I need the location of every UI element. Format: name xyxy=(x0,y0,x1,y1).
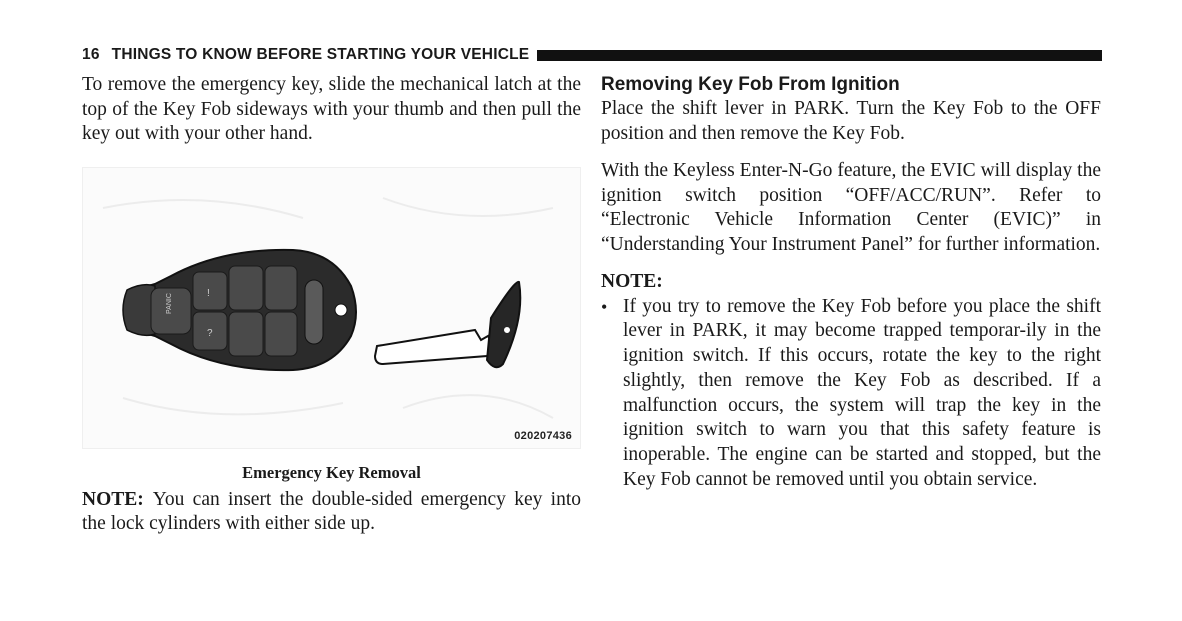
left-note xyxy=(82,488,581,537)
header-rule xyxy=(537,50,1102,61)
button-top-mid xyxy=(229,266,263,310)
button-bottom-right xyxy=(265,312,297,356)
bullet-dot: • xyxy=(601,296,608,317)
section-heading: Removing Key Fob From Ignition xyxy=(601,74,900,95)
key-head-hole xyxy=(504,327,510,333)
key-head xyxy=(487,281,520,366)
page-header xyxy=(82,44,1102,66)
page-number: 16 xyxy=(82,46,100,63)
button-top-left xyxy=(193,272,227,310)
chapter-title: THINGS TO KNOW BEFORE STARTING YOUR VEHICLE xyxy=(111,46,530,63)
figure-code: 020207436 xyxy=(514,429,572,442)
button-label-2: ? xyxy=(207,327,213,339)
paragraph-park: Place the shift lever in PARK. Turn the Key Fob to the OFF position and then remove the Key Fob. xyxy=(601,98,1101,144)
button-bottom-mid xyxy=(229,312,263,356)
key-blade xyxy=(375,330,493,364)
emergency-key xyxy=(375,281,520,366)
button-label-1: ! xyxy=(207,287,210,299)
note-bullet xyxy=(601,295,1101,493)
button-top-right xyxy=(265,266,297,310)
note-text: You can insert the double-sided emergency key into the lock cylinders with either side up. xyxy=(82,488,581,534)
figure-caption: Emergency Key Removal xyxy=(242,462,421,482)
note-heading: NOTE: xyxy=(601,271,663,292)
key-fob-figure xyxy=(82,167,581,449)
note-label: NOTE: xyxy=(82,488,144,510)
key-fob xyxy=(123,249,356,369)
left-column xyxy=(82,73,581,537)
intro-paragraph: To remove the emergency key, slide the mechanical latch at the top of the Key Fob sideways with your thumb and then pull the key out with your other hand. xyxy=(82,74,581,144)
key-fob-illustration xyxy=(83,168,582,450)
fob-tip xyxy=(123,284,155,335)
panic-label: PANIC xyxy=(166,292,173,314)
latch-slider xyxy=(305,280,323,344)
right-column xyxy=(601,73,1101,493)
bullet-text: If you try to remove the Key Fob before you place the shift lever in PARK, it may become trapped temporar-ily in the ignition switch. If this occurs, rotate the key to the right slightly, then remove the Key Fob as described. If a malfunction occurs, the system will trap the key in the ignition switch to warn you that this safety feature is inoperable. The engine can be started and stopped, but the Key Fob cannot be removed until you obtain service. xyxy=(623,295,1101,491)
paragraph-evic: With the Keyless Enter-N-Go feature, the EVIC will display the ignition switch position “OFF/ACC/RUN”. Refer to “Electronic Vehicle Information Center (EVIC)” in “Understanding Your Instrument Panel” for further information. xyxy=(601,160,1101,255)
keyring-hole xyxy=(335,304,347,316)
